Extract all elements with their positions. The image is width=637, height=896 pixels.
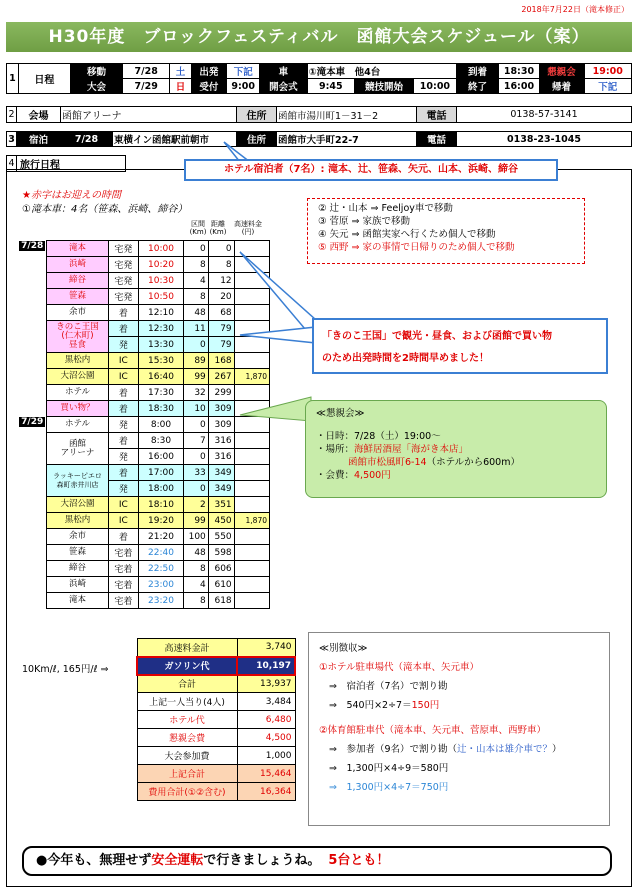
hotel-address: 函館市大手町22-7 (277, 132, 417, 147)
meeting-when: ・日時：7/28（土）19:00～ (316, 431, 441, 442)
place-cell: 締谷 (47, 561, 108, 577)
dist-cell: 20 (208, 289, 234, 305)
dist-cell: 351 (208, 497, 234, 513)
km-cell: 0 (183, 417, 208, 433)
act-cell: 発 (108, 449, 139, 465)
cost-row (137, 693, 295, 711)
dist-cell: 349 (208, 465, 234, 481)
hotel-guests-callout: ホテル宿泊者（7名）: 滝本、辻、笹森、矢元、山本、浜崎、締谷 (184, 159, 558, 181)
footer-all-cars: 5台とも！ (328, 853, 390, 868)
itinerary-row (18, 321, 270, 337)
cost-row (137, 729, 295, 747)
km-cell: 48 (183, 545, 208, 561)
return-value: 下記 (584, 79, 631, 94)
toll-cell (234, 561, 269, 577)
act-cell: 宅着 (108, 545, 139, 561)
reception-time: 9:00 (227, 79, 260, 94)
arrive-time: 18:30 (499, 64, 539, 79)
dist-cell: 168 (208, 353, 234, 369)
gym-parking-calc-7: ⇒ 1,300円×4÷7＝750円 (329, 782, 449, 793)
kinoko-pointer-2 (238, 325, 318, 345)
time-cell: 10:50 (139, 289, 184, 305)
time-cell: 17:30 (139, 385, 184, 401)
itinerary-row (18, 305, 270, 321)
address-label: 住所 (237, 107, 277, 123)
act-cell: 着 (108, 529, 139, 545)
place-cell: ホテル (47, 385, 108, 401)
venue-tel: 0138-57-3141 (457, 107, 632, 123)
place-cell: ホテル (47, 417, 108, 433)
cost-row (137, 765, 295, 783)
cost-value: 13,937 (237, 675, 295, 693)
itinerary-table (18, 240, 270, 609)
cost-row (137, 747, 295, 765)
dist-cell: 79 (208, 337, 234, 353)
km-cell: 7 (183, 433, 208, 449)
place-cell: 笹森 (47, 289, 108, 305)
itinerary-row (18, 385, 270, 401)
footer-message (22, 846, 612, 876)
hotel-parking-split: ⇒ 宿泊者（7名）で割り勘 (329, 681, 448, 692)
fuel-note: 10Km/ℓ, 165円/ℓ ⇒ (22, 664, 109, 675)
cost-label: 懇親会費 (137, 729, 237, 747)
act-cell: 着 (108, 321, 139, 337)
place-cell: 滝本 (47, 593, 108, 609)
meeting-title: ≪懇親会≫ (316, 408, 365, 419)
place-cell: 浜崎 (47, 257, 108, 273)
end-label: 終了 (456, 79, 499, 94)
tel-label: 電話 (417, 107, 457, 123)
page-title: H30年度 ブロックフェスティバル 函館大会スケジュール（案） (6, 22, 632, 52)
row-number: 1 (7, 64, 19, 94)
gym-parking-close: ） (552, 744, 562, 755)
dist-cell: 79 (208, 321, 234, 337)
place-cell: 大沼公園 (47, 369, 108, 385)
act-cell: IC (108, 369, 139, 385)
pickup-note: ★赤字はお迎えの時間 (22, 190, 121, 201)
itinerary-row (18, 561, 270, 577)
start-time: 10:00 (414, 79, 457, 94)
cost-label: 費用合計(①②含む) (137, 783, 237, 801)
place-cell: きのこ王国 (仁木町) 昼食 (47, 321, 108, 353)
return-label: 帰着 (539, 79, 584, 94)
dist-cell: 618 (208, 593, 234, 609)
itinerary-row (18, 577, 270, 593)
depart-label: 出発 (191, 64, 227, 79)
day-label (18, 241, 47, 417)
time-cell: 12:10 (139, 305, 184, 321)
other-cars-box (307, 198, 585, 264)
cost-row (137, 657, 295, 675)
toll-cell: 1,870 (234, 369, 269, 385)
cost-value: 16,364 (237, 783, 295, 801)
act-cell: 着 (108, 305, 139, 321)
row-number: 3 (8, 133, 15, 145)
dist-cell: 309 (208, 417, 234, 433)
move-label: 移動 (70, 64, 122, 79)
row-label: 日程 (18, 64, 70, 94)
cost-value: 15,464 (237, 765, 295, 783)
car-item: ⑤ 西野 ⇒ 家の事情で日帰りのため個人で移動 (318, 242, 515, 253)
cost-value: 3,740 (237, 639, 295, 657)
km-cell: 100 (183, 529, 208, 545)
opening-label: 開会式 (260, 79, 307, 94)
toll-cell (234, 529, 269, 545)
km-cell: 0 (183, 241, 208, 257)
dist-cell: 12 (208, 273, 234, 289)
place-cell: 笹森 (47, 545, 108, 561)
toll-cell (234, 449, 269, 465)
place-cell: ラッキーピエロ 森町赤井川店 (47, 465, 108, 497)
place-cell: 滝本 (47, 241, 108, 257)
dist-cell: 316 (208, 449, 234, 465)
meeting-pointer (238, 395, 313, 425)
cost-label: ガソリン代 (137, 657, 237, 675)
km-cell: 0 (183, 481, 208, 497)
cost-value: 6,480 (237, 711, 295, 729)
km-cell: 0 (183, 449, 208, 465)
cost-row (137, 675, 295, 693)
cost-value: 1,000 (237, 747, 295, 765)
event-day: 日 (170, 79, 191, 94)
time-cell: 17:00 (139, 465, 184, 481)
time-cell: 18:30 (139, 401, 184, 417)
place-cell: 黒松内 (47, 353, 108, 369)
hotel-parking-line: ①ホテル駐車場代（滝本車、矢元車） (319, 662, 480, 673)
cost-label: 高速料金計 (137, 639, 237, 657)
toll-cell (234, 593, 269, 609)
place-cell: 余市 (47, 305, 108, 321)
itinerary-row (18, 257, 270, 273)
itinerary-row (18, 545, 270, 561)
extra-title: ≪別徴収≫ (319, 643, 368, 654)
tel-label: 電話 (417, 132, 457, 147)
itinerary-row (18, 289, 270, 305)
meeting-address: 函館市松風町6-14 (348, 457, 427, 468)
depart-value: 下記 (227, 64, 260, 79)
toll-cell (234, 465, 269, 481)
car-item: ④ 矢元 ⇒ 函館実家へ行くため個人で移動 (318, 229, 496, 240)
act-cell: 宅発 (108, 289, 139, 305)
dist-cell: 0 (208, 241, 234, 257)
move-date: 7/28 (122, 64, 169, 79)
revision-date: 2018年7月22日（滝本修正） (521, 5, 629, 14)
act-cell: 宅着 (108, 593, 139, 609)
hotel-parking-result: 150円 (411, 700, 440, 711)
act-cell: 着 (108, 401, 139, 417)
dist-cell: 598 (208, 545, 234, 561)
venue-label: 会場 (17, 107, 61, 123)
row-number: 2 (7, 107, 17, 123)
time-cell: 21:20 (139, 529, 184, 545)
place-cell: 浜崎 (47, 577, 108, 593)
time-cell: 22:40 (139, 545, 184, 561)
schedule-table (6, 63, 632, 94)
hotel-table (6, 131, 632, 147)
time-cell: 8:00 (139, 417, 184, 433)
toll-cell (234, 353, 269, 369)
act-cell: 宅着 (108, 577, 139, 593)
km-cell: 99 (183, 513, 208, 529)
travel-label: 旅行日程 (17, 156, 126, 172)
dist-cell: 8 (208, 257, 234, 273)
time-cell: 23:00 (139, 577, 184, 593)
toll-cell (234, 497, 269, 513)
venue-table (6, 106, 632, 123)
itinerary-row (18, 273, 270, 289)
footer-text-1: ●今年も、無理せず (36, 853, 152, 868)
hotel-name: 東横イン函館駅前朝市 (113, 132, 237, 147)
reception-label: 受付 (191, 79, 227, 94)
hotel-label: 宿泊 (17, 132, 61, 147)
gym-parking-calc-9: ⇒ 1,300円×4÷9＝580円 (329, 763, 449, 774)
col-header-toll: 高速料金 (円) (234, 220, 262, 236)
opening-time: 9:45 (307, 79, 354, 94)
km-cell: 4 (183, 273, 208, 289)
place-cell: 買い物？ (47, 401, 108, 417)
col-header-distance: 距離 (Km) (209, 220, 227, 236)
cost-label: 大会参加費 (137, 747, 237, 765)
time-cell: 23:20 (139, 593, 184, 609)
itinerary-row (18, 465, 270, 481)
time-cell: 10:30 (139, 273, 184, 289)
col-header-section: 区間 (Km) (189, 220, 207, 236)
address-label: 住所 (237, 132, 277, 147)
km-cell: 0 (183, 337, 208, 353)
kinoko-callout (312, 318, 608, 374)
gym-parking-split: ⇒ 参加者（9名）で割り勘（ (329, 744, 458, 755)
km-cell: 8 (183, 289, 208, 305)
km-cell: 8 (183, 561, 208, 577)
meeting-box (305, 400, 607, 498)
act-cell: IC (108, 353, 139, 369)
act-cell: 宅発 (108, 241, 139, 257)
dist-cell: 349 (208, 481, 234, 497)
itinerary-row (18, 369, 270, 385)
cost-label: 上記合計 (137, 765, 237, 783)
km-cell: 48 (183, 305, 208, 321)
itinerary-row (18, 241, 270, 257)
place-cell: 締谷 (47, 273, 108, 289)
itinerary-row (18, 497, 270, 513)
time-cell: 8:30 (139, 433, 184, 449)
km-cell: 89 (183, 353, 208, 369)
dist-cell: 309 (208, 401, 234, 417)
km-cell: 8 (183, 593, 208, 609)
km-cell: 32 (183, 385, 208, 401)
dist-cell: 550 (208, 529, 234, 545)
time-cell: 16:00 (139, 449, 184, 465)
km-cell: 10 (183, 401, 208, 417)
time-cell: 13:30 (139, 337, 184, 353)
place-cell: 大沼公園 (47, 497, 108, 513)
act-cell: 発 (108, 337, 139, 353)
party-time: 19:00 (584, 64, 631, 79)
meeting-fee-label: ・会費： (316, 470, 355, 481)
kinoko-note-2: のため出発時間を2時間早めました！ (322, 353, 489, 364)
party-label: 懇親会 (539, 64, 584, 79)
act-cell: 発 (108, 481, 139, 497)
gym-parking-line: ②体育館駐車代（滝本車、矢元車、菅原車、西野車） (319, 725, 547, 736)
time-cell: 16:40 (139, 369, 184, 385)
footer-text-2: で行きましょうね。 (203, 853, 321, 868)
km-cell: 11 (183, 321, 208, 337)
column-headers (188, 220, 288, 236)
dist-cell: 316 (208, 433, 234, 449)
dist-cell: 299 (208, 385, 234, 401)
dist-cell: 606 (208, 561, 234, 577)
venue-name: 函館アリーナ (61, 107, 237, 123)
meeting-distance: （ホテルから600m） (426, 457, 520, 468)
dist-cell: 68 (208, 305, 234, 321)
kinoko-note-1: 「きのこ王国」で観光・昼食、および函館で買い物 (322, 331, 552, 342)
time-cell: 18:00 (139, 481, 184, 497)
row-number: 4 (7, 156, 17, 172)
cost-table (136, 638, 296, 801)
toll-cell (234, 545, 269, 561)
venue-address: 函館市湯川町1－31－2 (277, 107, 417, 123)
move-day: 土 (170, 64, 191, 79)
cost-row (137, 711, 295, 729)
cost-label: 合計 (137, 675, 237, 693)
place-cell: 余市 (47, 529, 108, 545)
km-cell: 8 (183, 257, 208, 273)
act-cell: 着 (108, 465, 139, 481)
time-cell: 22:50 (139, 561, 184, 577)
act-cell: IC (108, 513, 139, 529)
meeting-where-label: ・場所： (316, 444, 355, 455)
toll-cell: 1,870 (234, 513, 269, 529)
cost-label: ホテル代 (137, 711, 237, 729)
act-cell: 宅着 (108, 561, 139, 577)
act-cell: IC (108, 497, 139, 513)
km-cell: 33 (183, 465, 208, 481)
act-cell: 着 (108, 385, 139, 401)
event-date: 7/29 (122, 79, 169, 94)
dist-cell: 610 (208, 577, 234, 593)
cost-row (137, 783, 295, 801)
dist-cell: 267 (208, 369, 234, 385)
time-cell: 10:00 (139, 241, 184, 257)
itinerary-row (18, 529, 270, 545)
dist-cell: 450 (208, 513, 234, 529)
gym-parking-note: 辻・山本は雄介車で？ (457, 744, 553, 755)
km-cell: 99 (183, 369, 208, 385)
car-note: ①滝本車：4名（笹森、浜崎、締谷） (22, 204, 188, 215)
day-badge: 7/29 (19, 417, 45, 427)
meeting-fee: 4,500円 (354, 470, 391, 481)
day-label (18, 417, 47, 609)
start-label: 競技開始 (354, 79, 413, 94)
car-item: ③ 菅原 ⇒ 家族で移動 (318, 216, 411, 227)
itinerary-row (18, 513, 270, 529)
cost-value: 10,197 (237, 657, 295, 675)
hotel-parking-calc: ⇒ 540円×2÷7＝ (329, 700, 412, 711)
arrive-label: 到着 (456, 64, 499, 79)
event-label: 大会 (70, 79, 122, 94)
meeting-venue: 海鮮居酒屋「海がき本店」 (354, 444, 469, 455)
cost-value: 4,500 (237, 729, 295, 747)
hotel-date: 7/28 (61, 132, 113, 147)
car-label: 車 (260, 64, 307, 79)
cost-label: 上記一人当り(4人) (137, 693, 237, 711)
itinerary-row (18, 353, 270, 369)
act-cell: 着 (108, 433, 139, 449)
place-cell: 黒松内 (47, 513, 108, 529)
time-cell: 19:20 (139, 513, 184, 529)
toll-cell (234, 577, 269, 593)
itinerary-row (18, 433, 270, 449)
act-cell: 発 (108, 417, 139, 433)
end-time: 16:00 (499, 79, 539, 94)
km-cell: 4 (183, 577, 208, 593)
footer-safe-driving: 安全運転 (151, 853, 204, 868)
itinerary-row (18, 401, 270, 417)
km-cell: 2 (183, 497, 208, 513)
act-cell: 宅発 (108, 257, 139, 273)
place-cell: 函館 アリーナ (47, 433, 108, 465)
cost-value: 3,484 (237, 693, 295, 711)
act-cell: 宅発 (108, 273, 139, 289)
time-cell: 15:30 (139, 353, 184, 369)
car-value: ①滝本車 他4台 (307, 64, 456, 79)
toll-cell (234, 481, 269, 497)
time-cell: 12:30 (139, 321, 184, 337)
time-cell: 10:20 (139, 257, 184, 273)
time-cell: 18:10 (139, 497, 184, 513)
toll-cell (234, 433, 269, 449)
cost-row (137, 639, 295, 657)
extra-charges-box (308, 632, 610, 826)
itinerary-row (18, 593, 270, 609)
car-item: ② 辻・山本 ⇒ Feeljoy車で移動 (318, 203, 453, 214)
hotel-tel: 0138-23-1045 (457, 132, 632, 147)
itinerary-row (18, 417, 270, 433)
day-badge: 7/28 (19, 241, 45, 251)
